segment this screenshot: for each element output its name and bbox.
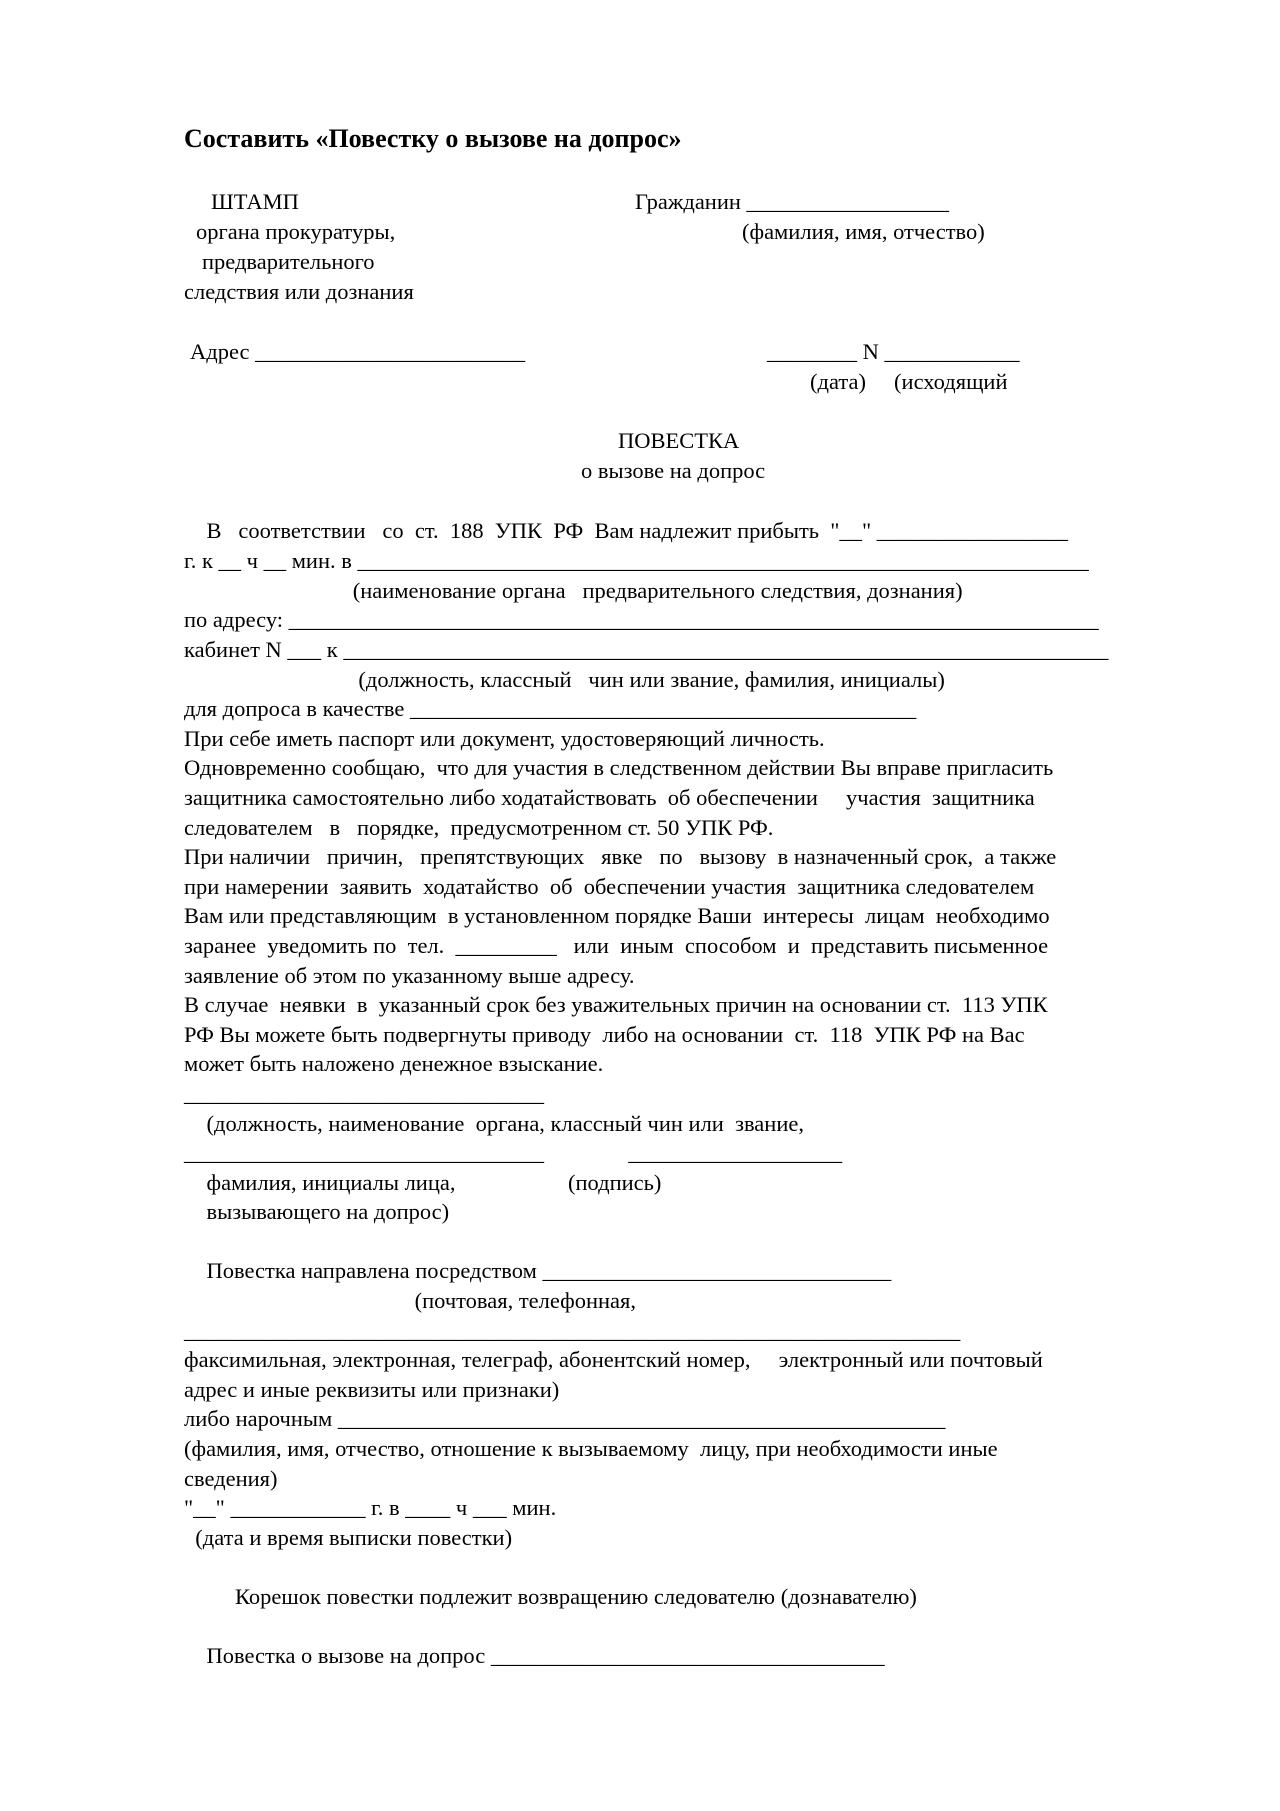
body-line: При себе иметь паспорт или документ, удостоверяющий личность.: [184, 726, 825, 751]
signature-position-line: ________________________________: [184, 1081, 544, 1106]
stamp-line: следствия или дознания: [184, 279, 414, 304]
delivery-hint: (почтовая, телефонная,: [184, 1288, 637, 1313]
courier-hint: сведения): [184, 1466, 278, 1491]
signature-hint: (должность, наименование органа, классный чин или звание,: [184, 1111, 804, 1136]
body-line: г. к __ ч __ мин. в _________________________________________________________________: [184, 548, 1089, 573]
signature-name-line: ________________________________ ___________________: [184, 1140, 843, 1165]
body-line: Одновременно сообщаю, что для участия в следственном действии Вы вправе пригласить: [184, 755, 1054, 780]
delivery-method-line: Повестка направлена посредством _______________________________: [184, 1258, 892, 1283]
signature-hint: фамилия, инициалы лица, (подпись): [184, 1170, 662, 1195]
stub-line: Повестка о вызове на допрос ___________________________________: [184, 1643, 885, 1668]
outgoing-number-field: ________ N ____________: [767, 339, 1020, 364]
body-line: следователем в порядке, предусмотренном ст. 50 УПК РФ.: [184, 815, 774, 840]
body-line: защитника самостоятельно либо ходатайствовать об обеспечении участия защитника: [184, 785, 1035, 810]
body-line: В соответствии со ст. 188 УПК РФ Вам надлежит прибыть "__" _________________: [184, 518, 1069, 543]
body-line: кабинет N ___ к ____________________________________________________________________: [184, 637, 1109, 662]
signature-hint: вызывающего на допрос): [184, 1199, 450, 1224]
address-field: Адрес ________________________: [190, 339, 526, 364]
body-line: заявление об этом по указанному выше адресу.: [184, 963, 635, 988]
body-line: В случае неявки в указанный срок без уважительных причин на основании ст. 113 УПК: [184, 992, 1048, 1017]
stub-note: Корешок повестки подлежит возвращению следователю (дознавателю): [235, 1584, 917, 1609]
issue-datetime-hint: (дата и время выписки повестки): [184, 1525, 513, 1550]
body-line: РФ Вы можете быть подвергнуты приводу либо на основании ст. 118 УПК РФ на Вас: [184, 1022, 1025, 1047]
body-line: (должность, классный чин или звание, фамилия, инициалы): [184, 667, 945, 692]
body-line: (наименование органа предварительного следствия, дознания): [184, 578, 963, 603]
stamp-line: предварительного: [202, 249, 375, 274]
stamp-line: органа прокуратуры,: [196, 219, 396, 244]
delivery-hint: адрес и иные реквизиты или признаки): [184, 1377, 560, 1402]
body-line: Вам или представляющим в установленном порядке Ваши интересы лицам необходимо: [184, 903, 1050, 928]
delivery-hint: факсимильная, электронная, телеграф, абонентский номер, электронный или почтовый: [184, 1347, 1043, 1372]
body-line: может быть наложено денежное взыскание.: [184, 1051, 604, 1076]
body-line: по адресу: ________________________________________________________________________: [184, 607, 1099, 632]
citizen-field: Гражданин __________________: [635, 189, 950, 214]
courier-hint: (фамилия, имя, отчество, отношение к вызываемому лицу, при необходимости иные: [184, 1436, 998, 1461]
body-line: При наличии причин, препятствующих явке по вызову в назначенный срок, а также: [184, 844, 1057, 869]
document-title: Составить «Повестку о вызове на допрос»: [184, 124, 682, 153]
stamp-line: ШТАМП: [211, 189, 299, 214]
outgoing-number-hint: (дата) (исходящий: [810, 369, 1008, 394]
body-line: при намерении заявить ходатайство об обеспечении участия защитника следователем: [184, 874, 1035, 899]
summons-subheading: о вызове на допрос: [581, 458, 766, 483]
delivery-blank-line: _____________________________________________________________________: [184, 1318, 961, 1343]
summons-heading: ПОВЕСТКА: [618, 428, 740, 453]
courier-line: либо нарочным ______________________________________________________: [184, 1406, 946, 1431]
citizen-hint: (фамилия, имя, отчество): [742, 219, 985, 244]
body-line: заранее уведомить по тел. _________ или иным способом и представить письменное: [184, 933, 1049, 958]
body-line: для допроса в качестве _____________________________________________: [184, 696, 917, 721]
issue-datetime-line: "__" ____________ г. в ____ ч ___ мин.: [184, 1495, 557, 1520]
